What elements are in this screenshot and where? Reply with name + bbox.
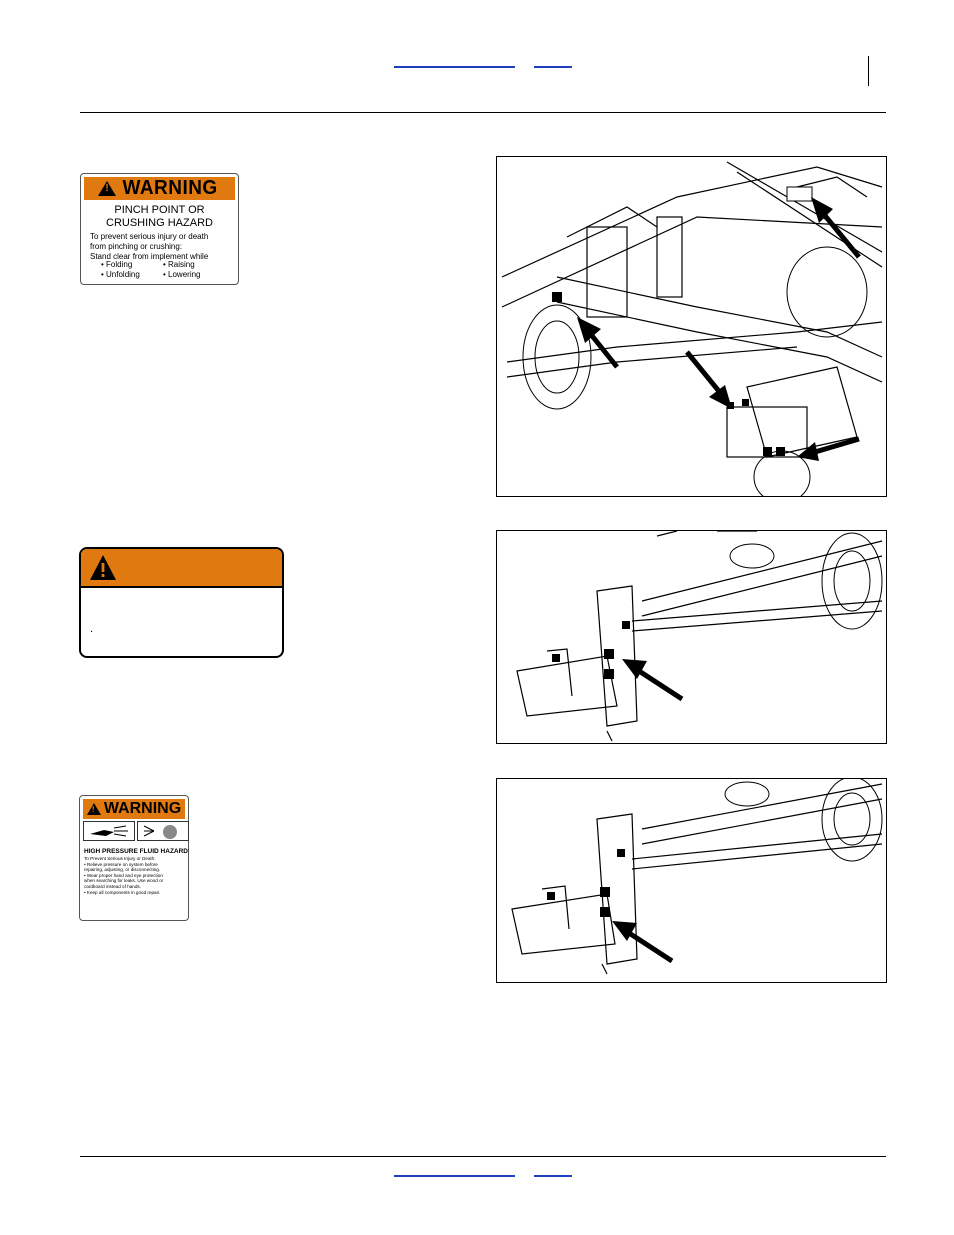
decal-body: To Prevent Serious Injury or Death: • Relieve pressure on system before repairing, adjusting, or disconnecting. • Wear proper hand and eye protection when searching for leaks. Use wood or cardboard instead of hands. • Keep all components in good repair. (84, 856, 164, 895)
high-pressure-warning-decal (79, 795, 189, 921)
figure-3-hitch-decal-location-alt (496, 778, 887, 983)
arrow-icon (622, 659, 682, 699)
hazard-notice-box (79, 547, 284, 658)
decal-items: • Folding • Raising • Unfolding • Lowering (101, 260, 201, 279)
pinch-point-warning-decal (80, 173, 239, 285)
face-spray-pictogram (137, 821, 189, 841)
header-divider (868, 56, 869, 86)
warning-triangle-icon (98, 181, 116, 196)
figure-1-machine-decal-locations (496, 156, 887, 497)
footer-link-page[interactable] (534, 1175, 572, 1177)
decal-title: PINCH POINT OR CRUSHING HAZARD (106, 204, 213, 229)
footer-rule (80, 1156, 886, 1157)
hand-spray-pictogram (83, 821, 135, 841)
decal-pictograms (83, 821, 185, 841)
figure-2-hitch-decal-location (496, 530, 887, 744)
arrow-icon (577, 197, 859, 461)
warning-triangle-icon (87, 803, 101, 815)
hazard-text: . (90, 623, 94, 635)
footer-link-title[interactable] (394, 1175, 515, 1177)
header-link-title[interactable] (394, 66, 515, 68)
decal-header: ! WARNING (83, 799, 185, 819)
decal-body: To prevent serious injury or death from pinching or crushing: Stand clear from implement while (90, 232, 209, 261)
warning-triangle-icon (88, 553, 118, 583)
decal-title: HIGH PRESSURE FLUID HAZARD (84, 848, 189, 855)
hazard-band (81, 549, 282, 588)
decal-header: ! WARNING (84, 177, 235, 200)
arrow-icon (612, 921, 672, 961)
header-rule (80, 112, 886, 113)
header-link-page[interactable] (534, 66, 572, 68)
